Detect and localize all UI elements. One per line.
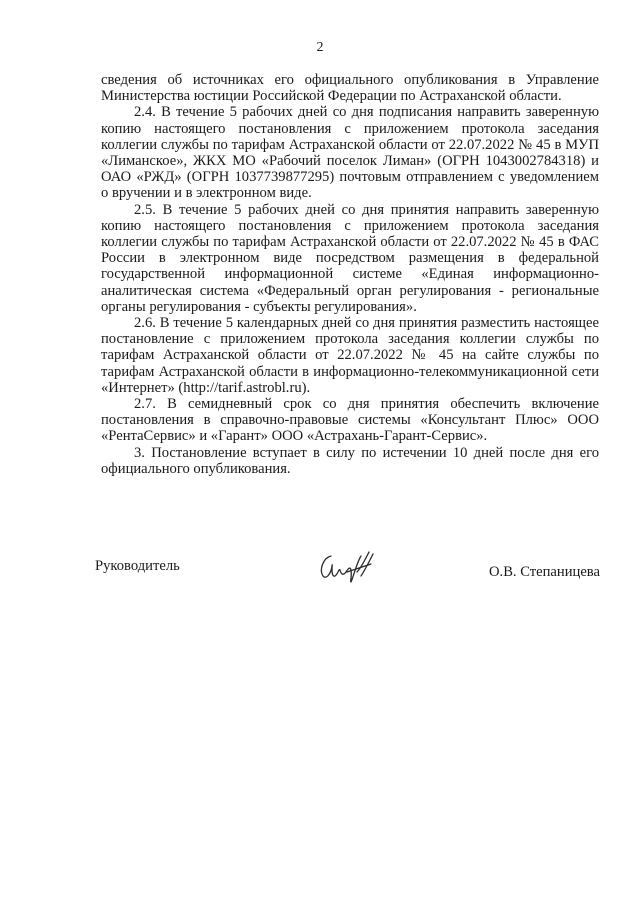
paragraph-2-6: 2.6. В течение 5 календарных дней со дня принятия разместить настоящее постановление с приложением протокола заседания коллегии службы по тарифам Астраханской области от 22.07.2022 № 45 на сайте службы по тарифам Астраханской области в информационно-телекоммуникационной сети «Интернет» (http://tarif.astrobl.ru). (101, 315, 599, 396)
signatory-name: О.В. Степаницева (489, 564, 600, 580)
paragraph-2-5: 2.5. В течение 5 рабочих дней со дня принятия направить заверенную копию настоящего постановления с приложением протокола заседания коллегии службы по тарифам Астраханской области от 22.07.2022 № 45 в ФАС России в электронном виде посредством размещения в федеральной государственной информационной системе «Единая информационно-аналитическая система «Федеральный орган регулирования - региональные органы регулирования - субъекты регулирования». (101, 201, 599, 315)
signature-block (95, 548, 600, 598)
signatory-title: Руководитель (95, 558, 180, 574)
paragraph-continuation: сведения об источниках его официального опубликования в Управление Министерства юстиции Российской Федерации по Астраханской области. (101, 72, 599, 105)
handwritten-signature-icon (317, 548, 379, 586)
paragraph-3: 3. Постановление вступает в силу по истечении 10 дней после дня его официального опубликования. (101, 444, 599, 477)
page-number: 2 (316, 40, 324, 55)
paragraph-2-4: 2.4. В течение 5 рабочих дней со дня подписания направить заверенную копию настоящего постановления с приложением протокола заседания коллегии службы по тарифам Астраханской области от 22.07.2022 № 45 в МУП «Лиманское», ЖКХ МО «Рабочий поселок Лиман» (ОГРН 1043002784318) и ОАО «РЖД» (ОГРН 1037739877295) почтовым отправлением с уведомлением о вручении и в электронном виде. (101, 104, 599, 202)
paragraph-2-7: 2.7. В семидневный срок со дня принятия обеспечить включение постановления в справочно-правовые системы «Консультант Плюс» ООО «РентаСервис» и «Гарант» ООО «Астрахань-Гарант-Сервис». (101, 396, 599, 445)
document-body (101, 72, 599, 477)
